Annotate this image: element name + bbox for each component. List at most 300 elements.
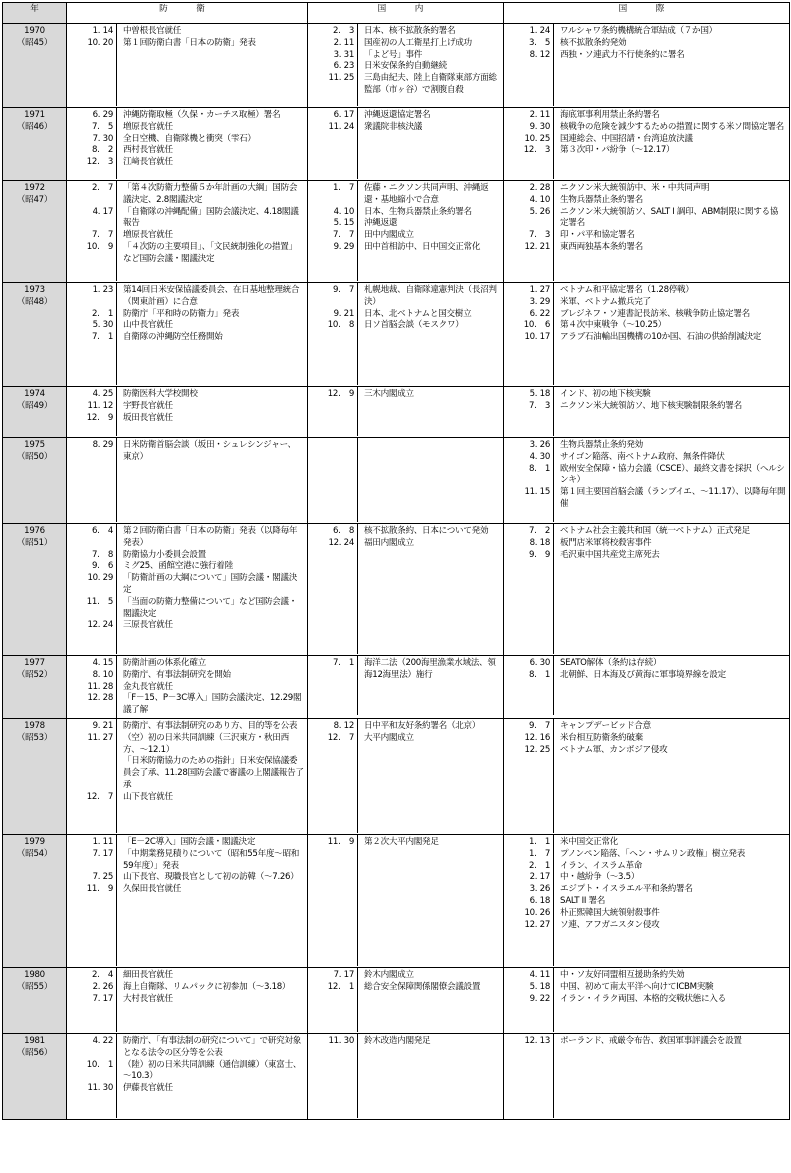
- table-row: [3, 108, 790, 181]
- event-text: 米台相互防衛条約破棄: [560, 732, 643, 743]
- event-date: 1. 27: [529, 285, 550, 295]
- event-date: 7. 7: [332, 230, 354, 241]
- event-text: 「よど号」事件: [364, 49, 423, 60]
- event-date: 5. 18: [529, 981, 550, 992]
- event-date: 8. 12: [333, 720, 354, 731]
- event-date: 9. 29: [333, 241, 354, 252]
- event-date: 3. 26: [529, 440, 550, 450]
- event-text: ポーランド、戒厳令布告、救国軍事評議会を設置: [560, 1035, 742, 1046]
- event-date: [67, 756, 113, 791]
- event-text: 海底軍事利用禁止条約署名: [560, 110, 660, 120]
- event-text: 福田内閣成立: [364, 537, 414, 548]
- event-text: 山下長官、現職長官として初の訪韓（～7.26）: [123, 872, 299, 883]
- event-date: 7. 25: [92, 872, 113, 883]
- event-text: 核戦争の危険を減少するための措置に関する米ソ間協定署名: [560, 121, 784, 132]
- event-text: 海上自衛隊、リムパックに初参加（～3.18）: [123, 981, 291, 992]
- event-date: 12. 1: [327, 981, 354, 992]
- event-date: 10. 9: [86, 241, 113, 252]
- event-date: 4. 22: [92, 1035, 113, 1046]
- year-cell: [3, 967, 67, 1033]
- event-date: 2. 1: [528, 860, 550, 871]
- event-date: 1. 14: [92, 26, 113, 36]
- event-text: 久保田長官就任: [123, 884, 182, 895]
- event-text: 鈴木内閣成立: [364, 969, 414, 980]
- year-cell: [3, 834, 67, 967]
- event-date: 7. 17: [333, 969, 354, 980]
- event-date: 12. 27: [524, 919, 550, 930]
- event-date: 4. 10: [333, 206, 354, 217]
- event-date: 12. 25: [524, 744, 550, 755]
- era-label: （昭53）: [16, 732, 53, 743]
- event-text: 海洋二法（200海里漁業水域法、領海12海里法）施行: [364, 658, 496, 680]
- event-date: 12. 21: [524, 241, 550, 252]
- event-text: 国連総会、中国招請・台湾追放決議: [560, 133, 693, 144]
- event-date: 2. 17: [529, 872, 550, 883]
- event-date: 7. 1: [332, 658, 354, 668]
- event-text: 西独・ソ連武力不行使条約に署名: [560, 49, 685, 60]
- event-text: ミグ25、函館空港に強行着陸: [123, 561, 233, 572]
- event-text: アラブ石油輸出国機構の10か国、石油の供給削減決定: [560, 332, 762, 343]
- defense-cell: [67, 438, 308, 524]
- event-text: 北朝鮮、日本海及び黄海に軍事境界線を設定: [560, 669, 726, 680]
- event-date: 6. 17: [333, 110, 354, 120]
- domestic-cell: [308, 438, 504, 524]
- event-text: 生物兵器禁止条約署名: [560, 194, 643, 205]
- event-date: 12. 9: [86, 412, 113, 423]
- international-cell: [504, 524, 790, 656]
- event-text: 「E－2C導入」国防会議・閣議決定: [123, 836, 256, 847]
- event-text: 米軍、ベトナム撤兵完了: [560, 296, 651, 307]
- event-date: 2. 7: [91, 183, 113, 193]
- event-text: 三木内閣成立: [364, 389, 414, 399]
- event-text: 西村長官就任: [123, 145, 173, 156]
- event-text: 「防衛計画の大綱について」国防会議・閣議決定: [123, 573, 297, 595]
- international-cell: [504, 834, 790, 967]
- event-date: 7. 17: [92, 848, 113, 859]
- event-text: 「当面の防衛力整備について」など国防会議・閣議決定: [123, 596, 297, 619]
- event-text: 日本、北ベトナムと国交樹立: [364, 308, 472, 319]
- event-text: 第１回防衛白書「日本の防衛」発表: [123, 37, 256, 48]
- event-date: 11. 5: [86, 596, 113, 607]
- event-date: 8. 1: [528, 669, 550, 680]
- event-text: 第１回主要国首脳会議（ランブイエ、～11.17）、以降毎年開催: [560, 487, 786, 509]
- event-date: 1. 11: [92, 836, 113, 847]
- event-date: 2. 3: [332, 26, 354, 36]
- event-text: 田中首相訪中、日中国交正常化: [364, 241, 481, 252]
- domestic-cell: [308, 524, 504, 656]
- event-text: 「第４次防衛力整備５か年計画の大綱」国防会議決定、2.8閣議決定: [123, 183, 298, 205]
- event-date: 4. 17: [92, 206, 113, 217]
- event-text: ブレジネフ・ソ連書記長訪米、核戦争防止協定署名: [560, 308, 750, 319]
- international-cell: [504, 1033, 790, 1119]
- event-date: 12. 7: [86, 791, 113, 802]
- year-label: 1970: [24, 26, 45, 36]
- event-date: 5. 30: [92, 320, 113, 331]
- domestic-cell: [308, 24, 504, 108]
- event-date: 4. 15: [92, 658, 113, 668]
- event-text: 衆議院非核決議: [364, 121, 423, 132]
- event-text: イラン、イスラム革命: [560, 860, 643, 871]
- event-date: 3. 26: [529, 884, 550, 895]
- international-cell: [504, 656, 790, 719]
- event-date: 9. 7: [528, 720, 550, 731]
- international-cell: [504, 718, 790, 834]
- event-date: 10. 1: [86, 1059, 113, 1070]
- event-date: 11. 28: [87, 681, 113, 692]
- defense-cell: [67, 24, 308, 108]
- defense-cell: [67, 656, 308, 719]
- event-text: 中国、初めて南太平洋へ向けてICBM実験: [560, 981, 714, 992]
- event-text: ベトナム軍、カンボジア侵攻: [560, 744, 668, 755]
- event-date: 7. 5: [91, 121, 113, 132]
- era-label: （昭48）: [16, 296, 53, 307]
- table-row: [3, 387, 790, 438]
- event-date: 1. 1: [528, 836, 550, 847]
- event-text: 佐藤・ニクソン共同声明、沖縄返還・基地縮小で合意: [364, 183, 489, 205]
- event-date: 12. 28: [87, 693, 113, 704]
- event-date: 5. 15: [333, 218, 354, 229]
- event-text: 総合安全保障関係閣僚会議設置: [364, 981, 481, 992]
- international-cell: [504, 967, 790, 1033]
- event-text: 第２回防衛白書「日本の防衛」発表（以降毎年発表）: [123, 526, 298, 548]
- header-international: 国 際: [504, 3, 790, 24]
- event-date: 11. 24: [328, 121, 354, 132]
- event-date: 3. 31: [333, 49, 354, 60]
- event-text: 日中平和友好条約署名（北京）: [364, 720, 481, 731]
- event-text: 核不拡散条約、日本について発効: [364, 526, 489, 536]
- event-text: 田中内閣成立: [364, 230, 414, 241]
- event-date: 1. 23: [92, 285, 113, 295]
- event-date: 8. 18: [529, 537, 550, 548]
- event-text: 山下長官就任: [123, 791, 173, 802]
- domestic-cell: [308, 656, 504, 719]
- event-date: 11. 15: [524, 487, 550, 498]
- event-text: SALT II 署名: [560, 895, 606, 906]
- year-cell: [3, 656, 67, 719]
- event-date: 10. 6: [523, 320, 550, 331]
- defense-cell: [67, 1033, 308, 1119]
- event-date: 9. 22: [529, 993, 550, 1004]
- event-date: 3. 5: [528, 37, 550, 48]
- event-date: 12. 16: [524, 732, 550, 743]
- era-label: （昭45）: [16, 37, 53, 48]
- event-date: 6. 8: [332, 526, 354, 536]
- domestic-cell: [308, 1033, 504, 1119]
- event-date: 1. 7: [528, 848, 550, 859]
- event-date: 12. 24: [87, 620, 113, 631]
- year-label: 1981: [24, 1035, 45, 1046]
- event-date: 9. 21: [333, 308, 354, 319]
- event-text: 「自衛隊の沖縄配備」国防会議決定、4.18閣議報告: [123, 206, 299, 229]
- event-text: 沖縄防衛取極（久保・カーチス取極）署名: [123, 110, 281, 120]
- event-text: プノンペン陥落、「ヘン・サムリン政権」樹立発表: [560, 848, 745, 859]
- event-date: 1. 7: [332, 183, 354, 193]
- year-cell: [3, 24, 67, 108]
- event-text: ベトナム社会主義共和国（統一ベトナム）正式発足: [560, 526, 750, 536]
- event-text: ニクソン米大統領訪ソ、SALT I 調印、ABM制限に関する協定署名: [560, 206, 779, 229]
- event-text: 朴正煕韓国大統領射殺事件: [560, 907, 660, 918]
- event-date: 6. 29: [92, 110, 113, 120]
- event-date: 2. 11: [333, 37, 354, 48]
- event-text: 生物兵器禁止条約発効: [560, 440, 643, 450]
- domestic-cell: [308, 834, 504, 967]
- year-cell: [3, 181, 67, 283]
- international-cell: [504, 181, 790, 283]
- domestic-cell: [308, 387, 504, 438]
- event-text: 増原長官就任: [123, 121, 173, 132]
- event-date: 10. 26: [524, 907, 550, 918]
- event-text: 大平内閣成立: [364, 732, 414, 743]
- event-date: 12. 13: [524, 1035, 550, 1046]
- event-text: ベトナム和平協定署名（1.28停戦）: [560, 285, 694, 295]
- event-date: 12. 3: [86, 157, 113, 168]
- event-text: ニクソン米大統領訪中、米・中共同声明: [560, 183, 710, 193]
- event-date: 11. 30: [328, 1035, 354, 1046]
- era-label: （昭51）: [16, 537, 53, 548]
- event-text: 防衛医科大学校開校: [123, 389, 198, 399]
- event-date: 4. 10: [529, 194, 550, 205]
- event-text: ニクソン米大統領訪ソ、地下核実験制限条約署名: [560, 400, 742, 411]
- event-date: 5. 26: [529, 206, 550, 217]
- event-date: 10. 20: [87, 37, 113, 48]
- event-date: 12. 7: [327, 732, 354, 743]
- event-date: 5. 18: [529, 389, 550, 399]
- table-row: [3, 524, 790, 656]
- international-cell: [504, 387, 790, 438]
- event-text: （空）初の日米共同訓練（三沢東方・秋田西方、～12.1）: [123, 732, 289, 755]
- era-label: （昭56）: [16, 1047, 53, 1058]
- event-text: 中曽根長官就任: [123, 26, 182, 36]
- event-text: 「F－15、P－3C導入」国防会議決定、12.29閣議了解: [123, 693, 302, 716]
- event-text: 中・越紛争（～3.5）: [560, 872, 640, 883]
- event-text: イラン・イラク両国、本格的交戦状態に入る: [560, 993, 726, 1004]
- defense-cell: [67, 834, 308, 967]
- year-label: 1976: [24, 526, 45, 536]
- event-date: 9. 6: [91, 561, 113, 572]
- year-cell: [3, 108, 67, 181]
- domestic-cell: [308, 718, 504, 834]
- defense-cell: [67, 108, 308, 181]
- year-label: 1979: [24, 836, 45, 847]
- event-text: 細田長官就任: [123, 969, 173, 980]
- event-date: 11. 12: [87, 400, 113, 411]
- year-label: 1978: [24, 720, 45, 731]
- era-label: （昭55）: [16, 981, 53, 992]
- international-cell: [504, 108, 790, 181]
- defense-cell: [67, 718, 308, 834]
- event-text: 板門店米軍将校殺害事件: [560, 537, 652, 548]
- event-date: 10. 29: [87, 573, 113, 584]
- event-date: 10. 8: [327, 320, 354, 331]
- event-text: 防衛庁、「有事法制の研究について」で研究対象となる法令の区分等を公表: [123, 1035, 301, 1058]
- event-text: 三原長官就任: [123, 620, 173, 631]
- defense-cell: [67, 181, 308, 283]
- domestic-cell: [308, 283, 504, 387]
- table-row: [3, 967, 790, 1033]
- event-date: 9. 7: [332, 285, 354, 295]
- event-text: 中・ソ友好同盟相互援助条約失効: [560, 969, 685, 980]
- year-label: 1971: [24, 110, 45, 120]
- event-text: 金丸長官就任: [123, 681, 173, 692]
- table-row: [3, 834, 790, 967]
- event-date: 12. 9: [327, 389, 354, 399]
- event-text: 防衛協力小委員会設置: [123, 549, 206, 560]
- event-date: 7. 3: [528, 230, 550, 241]
- year-cell: [3, 387, 67, 438]
- event-text: 伊藤長官就任: [123, 1083, 173, 1094]
- event-date: 7. 30: [92, 133, 113, 144]
- table-row: [3, 718, 790, 834]
- event-text: 江﨑長官就任: [123, 157, 173, 168]
- event-date: 7. 7: [91, 230, 113, 241]
- event-text: 沖縄返還: [364, 218, 398, 229]
- event-text: 防衛庁、有事法制研究のあり方、目的等を公表: [123, 720, 298, 731]
- event-text: 三島由紀夫、陸上自衛隊東部方面総監部（市ヶ谷）で割腹自殺: [364, 73, 497, 95]
- event-text: 国産初の人工衛星打上げ成功: [364, 37, 472, 48]
- year-cell: [3, 283, 67, 387]
- event-text: 日米安保条約自動継続: [364, 61, 447, 72]
- header-domestic: 国 内: [308, 3, 504, 24]
- event-text: 「日米防衛協力のための指針」日米安保協議委員会了承、11.28国防会議で審議の上閣議報告了承: [123, 756, 304, 790]
- domestic-cell: [308, 108, 504, 181]
- era-label: （昭52）: [16, 669, 53, 680]
- year-label: 1973: [24, 285, 45, 295]
- event-date: 6. 30: [529, 658, 550, 668]
- era-label: （昭46）: [16, 121, 53, 132]
- event-date: 11. 9: [86, 884, 113, 895]
- year-label: 1980: [24, 969, 45, 980]
- event-date: 8. 10: [92, 669, 113, 680]
- event-date: 6. 4: [91, 526, 113, 536]
- year-label: 1974: [24, 389, 45, 399]
- event-date: 6. 18: [529, 895, 550, 906]
- international-cell: [504, 24, 790, 108]
- event-date: 2. 11: [529, 110, 550, 120]
- event-date: 7. 17: [92, 993, 113, 1004]
- event-date: 9. 9: [528, 549, 550, 560]
- event-text: （陸）初の日米共同訓練（通信訓練）（東富士、～10.3）: [123, 1059, 302, 1082]
- year-cell: [3, 718, 67, 834]
- international-cell: [504, 283, 790, 387]
- event-text: 「４次防の主要項目」、「文民統制強化の措置」など国防会議・閣議決定: [123, 241, 297, 264]
- event-text: 第３次印・パ紛争（～12.17）: [560, 145, 675, 156]
- era-label: （昭50）: [16, 451, 53, 462]
- year-label: 1972: [24, 183, 45, 193]
- event-date: 1. 24: [529, 26, 550, 36]
- domestic-cell: [308, 967, 504, 1033]
- event-text: 自衛隊の沖縄防空任務開始: [123, 332, 223, 343]
- event-date: 10. 25: [524, 133, 550, 144]
- event-date: 11. 30: [87, 1083, 113, 1094]
- event-text: 鈴木改造内閣発足: [364, 1035, 431, 1046]
- event-text: 坂田長官就任: [123, 412, 173, 423]
- era-label: （昭54）: [16, 848, 53, 859]
- event-date: 10. 17: [524, 332, 550, 343]
- event-date: 2. 4: [91, 969, 113, 980]
- event-date: 12. 24: [328, 537, 354, 548]
- event-text: 核不拡散条約発効: [560, 37, 627, 48]
- event-text: 米中国交正常化: [560, 836, 619, 847]
- international-cell: [504, 438, 790, 524]
- year-cell: [3, 438, 67, 524]
- event-date: 11. 9: [327, 836, 354, 847]
- event-text: 日本、核不拡散条約署名: [364, 26, 456, 36]
- event-text: 宇野長官就任: [123, 400, 173, 411]
- event-date: 9. 21: [92, 720, 113, 731]
- event-text: 防衛計画の体系化確立: [123, 658, 206, 668]
- event-text: 東西両独基本条約署名: [560, 241, 643, 252]
- event-date: 2. 26: [92, 981, 113, 992]
- event-text: 札幌地裁、自衛隊違憲判決（長沼判決）: [364, 285, 497, 307]
- header-year: 年: [3, 3, 67, 24]
- era-label: （昭49）: [16, 400, 53, 411]
- event-date: 3. 29: [529, 296, 550, 307]
- event-text: 全日空機、自衛隊機と衝突（雫石）: [123, 133, 256, 144]
- domestic-cell: [308, 181, 504, 283]
- event-text: 大村長官就任: [123, 993, 173, 1004]
- event-text: ソ連、アフガニスタン侵攻: [560, 919, 660, 930]
- event-text: 第２次大平内閣発足: [364, 836, 439, 847]
- table-row: [3, 24, 790, 108]
- event-text: キャンプデービッド合意: [560, 720, 651, 731]
- event-date: 6. 23: [333, 61, 354, 72]
- table-row: [3, 438, 790, 524]
- event-date: 2. 1: [91, 308, 113, 319]
- year-cell: [3, 1033, 67, 1119]
- header-defense: 防 衛: [67, 3, 308, 24]
- era-label: （昭47）: [16, 194, 53, 205]
- header-row: [3, 3, 790, 24]
- event-text: インド、初の地下核実験: [560, 389, 651, 399]
- event-text: 印・パ平和協定署名: [560, 230, 635, 241]
- defense-cell: [67, 967, 308, 1033]
- event-date: 4. 30: [529, 451, 550, 462]
- event-text: 日ソ首脳会談（モスクワ）: [364, 320, 464, 331]
- event-date: 9. 30: [529, 121, 550, 132]
- event-date: 7. 1: [91, 332, 113, 343]
- event-date: 8. 29: [92, 440, 113, 450]
- event-text: 山中長官就任: [123, 320, 173, 331]
- event-date: 2. 28: [529, 183, 550, 193]
- event-text: 日米防衛首脳会談（坂田・シュレシンジャー、東京）: [123, 440, 296, 462]
- defense-cell: [67, 283, 308, 387]
- event-date: 8. 1: [528, 463, 550, 474]
- event-date: 12. 3: [523, 145, 550, 156]
- event-text: 第14回日米安保協議委員会、在日基地整理統合（関東計画）に合意: [123, 285, 300, 307]
- year-label: 1977: [24, 658, 45, 668]
- table-body: [3, 24, 790, 1120]
- event-date: 11. 27: [87, 732, 113, 743]
- event-text: 欧州安全保障・協力会議（CSCE）、最終文書を採択（ヘルシンキ）: [560, 463, 785, 486]
- event-text: 毛沢東中国共産党主席死去: [560, 549, 660, 560]
- event-text: 防衛庁、有事法制研究を開始: [123, 669, 231, 680]
- event-date: 8. 12: [529, 49, 550, 60]
- year-label: 1975: [24, 440, 45, 450]
- event-date: 8. 2: [91, 145, 113, 156]
- event-text: 防衛庁「平和時の防衛力」発表: [123, 308, 240, 319]
- table-row: [3, 1033, 790, 1119]
- event-text: ワルシャワ条約機構統合軍結成（７か国）: [560, 26, 717, 36]
- event-text: SEATO解体（条約は存続）: [560, 658, 662, 668]
- event-text: 日本、生物兵器禁止条約署名: [364, 206, 472, 217]
- defense-cell: [67, 387, 308, 438]
- event-text: 第４次中東戦争（～10.25）: [560, 320, 667, 331]
- event-text: 増原長官就任: [123, 230, 173, 241]
- event-text: 沖縄返還協定署名: [364, 110, 431, 120]
- table-row: [3, 181, 790, 283]
- event-text: エジプト・イスラエル平和条約署名: [560, 884, 693, 895]
- table-row: [3, 283, 790, 387]
